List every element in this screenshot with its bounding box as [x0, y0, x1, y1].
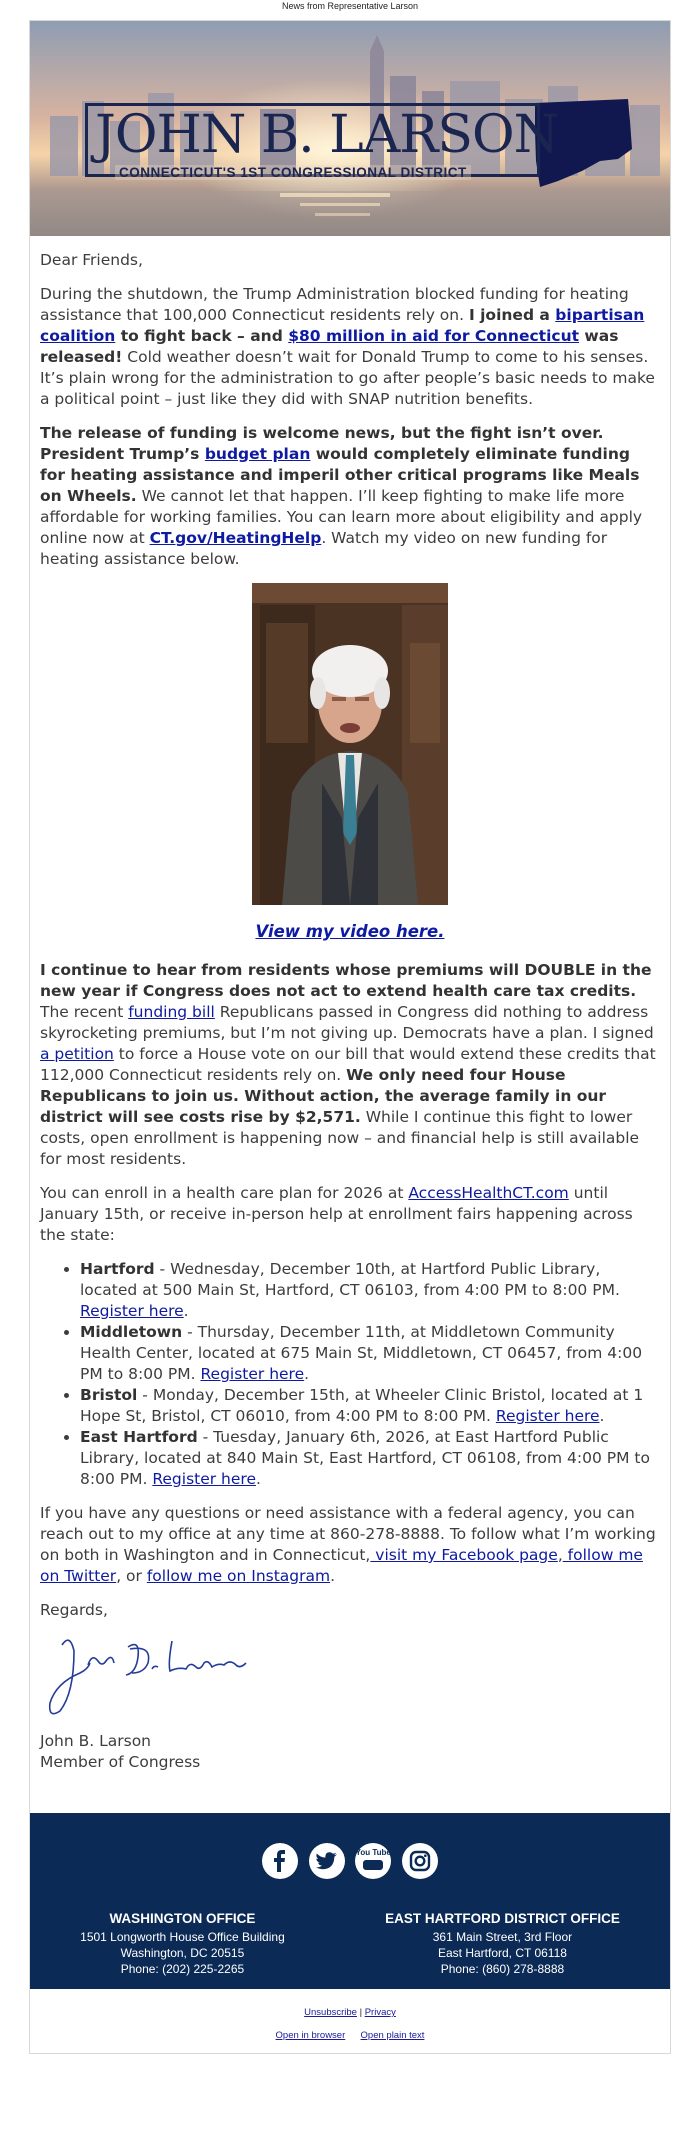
text: We only need four House Republicans to join us. Without action, the average family in our district will see costs rise by $2,571.	[40, 1066, 607, 1126]
office-phone: Phone: (202) 225-2265	[120, 1962, 245, 1976]
text: was released!	[40, 327, 619, 366]
youtube-icon[interactable]	[355, 1843, 391, 1879]
greeting: Dear Friends,	[40, 251, 143, 269]
text: to force a House vote on our bill that would extend these credits that 112,000 Connecticut residents rely on.	[40, 1045, 656, 1084]
fair-city: East Hartford	[80, 1428, 198, 1446]
closing: Regards,	[40, 1601, 108, 1619]
footer-links	[30, 1989, 670, 2053]
enrollment-fairs-list	[40, 1259, 660, 1490]
facebook-icon[interactable]	[262, 1843, 298, 1879]
facebook-page-link[interactable]: visit my Facebook page	[370, 1546, 558, 1564]
bipartisan-coalition-link[interactable]: bipartisan coalition	[40, 306, 645, 345]
youtube-label: You Tube	[355, 1848, 391, 1857]
office-phone: Phone: (860) 278-8888	[440, 1962, 565, 1976]
text: .	[183, 1302, 189, 1320]
fair-city: Bristol	[80, 1386, 138, 1404]
text: .	[255, 1470, 261, 1488]
office-address-line2: Washington, DC 20515	[120, 1946, 245, 1960]
paragraph-contact	[40, 1503, 660, 1587]
open-links-row	[30, 2030, 670, 2041]
instagram-link[interactable]: follow me on Instagram	[146, 1567, 331, 1585]
twitter-icon[interactable]	[309, 1843, 345, 1879]
register-here-link[interactable]: Register here	[495, 1407, 600, 1425]
office-title: WASHINGTON OFFICE	[109, 1911, 256, 1926]
office-address-line1: 1501 Longworth House Office Building	[80, 1930, 285, 1944]
text: You can enroll in a health care plan for 2026 at	[40, 1184, 409, 1202]
text: While I continue this fight to lower costs, open enrollment is happening now – and financial help is still available for most residents.	[40, 1108, 640, 1168]
text: I joined a	[468, 306, 556, 324]
list-item	[80, 1385, 660, 1427]
office-address-line1: 361 Main Street, 3rd Floor	[432, 1930, 573, 1944]
unsubscribe-link[interactable]: Unsubscribe	[304, 2007, 357, 2018]
unsubscribe-row	[30, 2007, 670, 2018]
list-item	[80, 1427, 660, 1490]
text: Republicans passed in Congress did nothing to address skyrocketing premiums, but I’m not giving up. Democrats have a plan. I signed	[40, 1003, 654, 1042]
office-addresses	[30, 1911, 670, 1977]
fair-details: - Thursday, December 11th, at Middletown Community Health Center, located at 675 Main St, Middletown, CT 06457, from 4:00 PM to 8:00 PM.	[80, 1323, 643, 1383]
petition-link[interactable]: a petition	[40, 1045, 114, 1063]
separator: |	[356, 2007, 365, 2018]
view-video-link[interactable]: View my video here.	[255, 922, 445, 941]
fair-details: - Monday, December 15th, at Wheeler Clinic Bristol, located at 1 Hope St, Bristol, CT 06010, from 4:00 PM to 8:00 PM.	[80, 1386, 644, 1425]
banner-subtitle: CONNECTICUT'S 1ST CONGRESSIONAL DISTRICT	[115, 165, 471, 180]
email-card	[29, 20, 671, 2054]
heating-help-link[interactable]: CT.gov/HeatingHelp	[149, 529, 322, 547]
text: If you have any questions or need assistance with a federal agency, you can reach out to my office at any time at 860-278-8888. To follow what I’m working on both in Washington and in Connecticut,	[40, 1504, 656, 1564]
text: .	[330, 1567, 336, 1585]
register-here-link[interactable]: Register here	[152, 1470, 256, 1488]
paragraph-shutdown	[40, 284, 660, 410]
washington-office	[80, 1911, 285, 1977]
text: to fight back – and	[115, 327, 289, 345]
text: . Watch my video on new funding for heating assistance below.	[40, 529, 608, 568]
sign-off	[40, 1731, 660, 1773]
register-here-link[interactable]: Register here	[80, 1302, 184, 1320]
header-banner	[30, 21, 670, 236]
sign-title: Member of Congress	[40, 1753, 201, 1771]
banner-title: JOHN B. LARSON	[95, 105, 559, 165]
privacy-link[interactable]: Privacy	[364, 2007, 396, 2018]
signature-image	[40, 1623, 260, 1723]
text: The release of funding is welcome news, but the fight isn’t over. President Trump’s	[40, 424, 604, 463]
text: until January 15th, or receive in-person help at enrollment fairs happening across the state:	[40, 1184, 633, 1244]
register-here-link[interactable]: Register here	[200, 1365, 305, 1383]
email-body	[30, 236, 670, 1813]
funding-bill-link[interactable]: funding bill	[128, 1003, 215, 1021]
footer	[30, 1813, 670, 1989]
text: The recent	[40, 1003, 129, 1021]
office-address-line2: East Hartford, CT 06118	[437, 1946, 567, 1960]
video-still-image	[252, 583, 448, 905]
east-hartford-office	[385, 1911, 620, 1977]
sign-name: John B. Larson	[40, 1732, 152, 1750]
paragraph-health-care	[40, 960, 660, 1170]
fair-city: Middletown	[80, 1323, 183, 1341]
text: I continue to hear from residents whose premiums will DOUBLE in the new year if Congress does not act to extend health care tax credits.	[40, 961, 652, 1000]
list-item	[80, 1259, 660, 1322]
video-thumbnail[interactable]	[252, 583, 448, 905]
aid-for-connecticut-link[interactable]: $80 million in aid for Connecticut	[288, 327, 580, 345]
preheader: News from Representative Larson	[281, 1, 419, 11]
twitter-link[interactable]: follow me on Twitter	[40, 1546, 643, 1585]
social-icons	[30, 1843, 670, 1881]
paragraph-funding	[40, 423, 660, 570]
text: We cannot let that happen. I’ll keep fighting to make life more affordable for working families. You can learn more about eligibility and apply online now at	[40, 487, 643, 547]
budget-plan-link[interactable]: budget plan	[204, 445, 311, 463]
text: During the shutdown, the Trump Administration blocked funding for heating assistance that 100,000 Connecticut residents rely on.	[40, 285, 629, 324]
fair-city: Hartford	[80, 1260, 155, 1278]
text: .	[304, 1365, 310, 1383]
open-in-browser-link[interactable]: Open in browser	[275, 2030, 346, 2041]
text: , or	[116, 1567, 147, 1585]
list-item	[80, 1322, 660, 1385]
fair-details: - Wednesday, December 10th, at Hartford Public Library, located at 500 Main St, Hartford, CT 06103, from 4:00 PM to 8:00 PM.	[80, 1260, 620, 1299]
video-section	[40, 583, 660, 911]
open-plain-text-link[interactable]: Open plain text	[360, 2030, 425, 2041]
video-link-wrap	[40, 921, 660, 942]
text: would completely eliminate funding for heating assistance and imperil other critical programs like Meals on Wheels.	[40, 445, 640, 505]
text: .	[599, 1407, 605, 1425]
office-title: EAST HARTFORD DISTRICT OFFICE	[385, 1911, 620, 1926]
text: ,	[557, 1546, 563, 1564]
fair-details: - Tuesday, January 6th, 2026, at East Hartford Public Library, located at 840 Main St, East Hartford, CT 06108, from 4:00 PM to 8:00 PM.	[80, 1428, 650, 1488]
access-health-ct-link[interactable]: AccessHealthCT.com	[408, 1184, 569, 1202]
text: Cold weather doesn’t wait for Donald Trump to come to his senses. It’s plain wrong for the administration to go after people’s basic needs to make a political point – just like they did with SNAP nutrition benefits.	[40, 348, 655, 408]
signature	[40, 1623, 660, 1723]
instagram-icon[interactable]	[402, 1843, 438, 1879]
paragraph-enroll	[40, 1183, 660, 1246]
